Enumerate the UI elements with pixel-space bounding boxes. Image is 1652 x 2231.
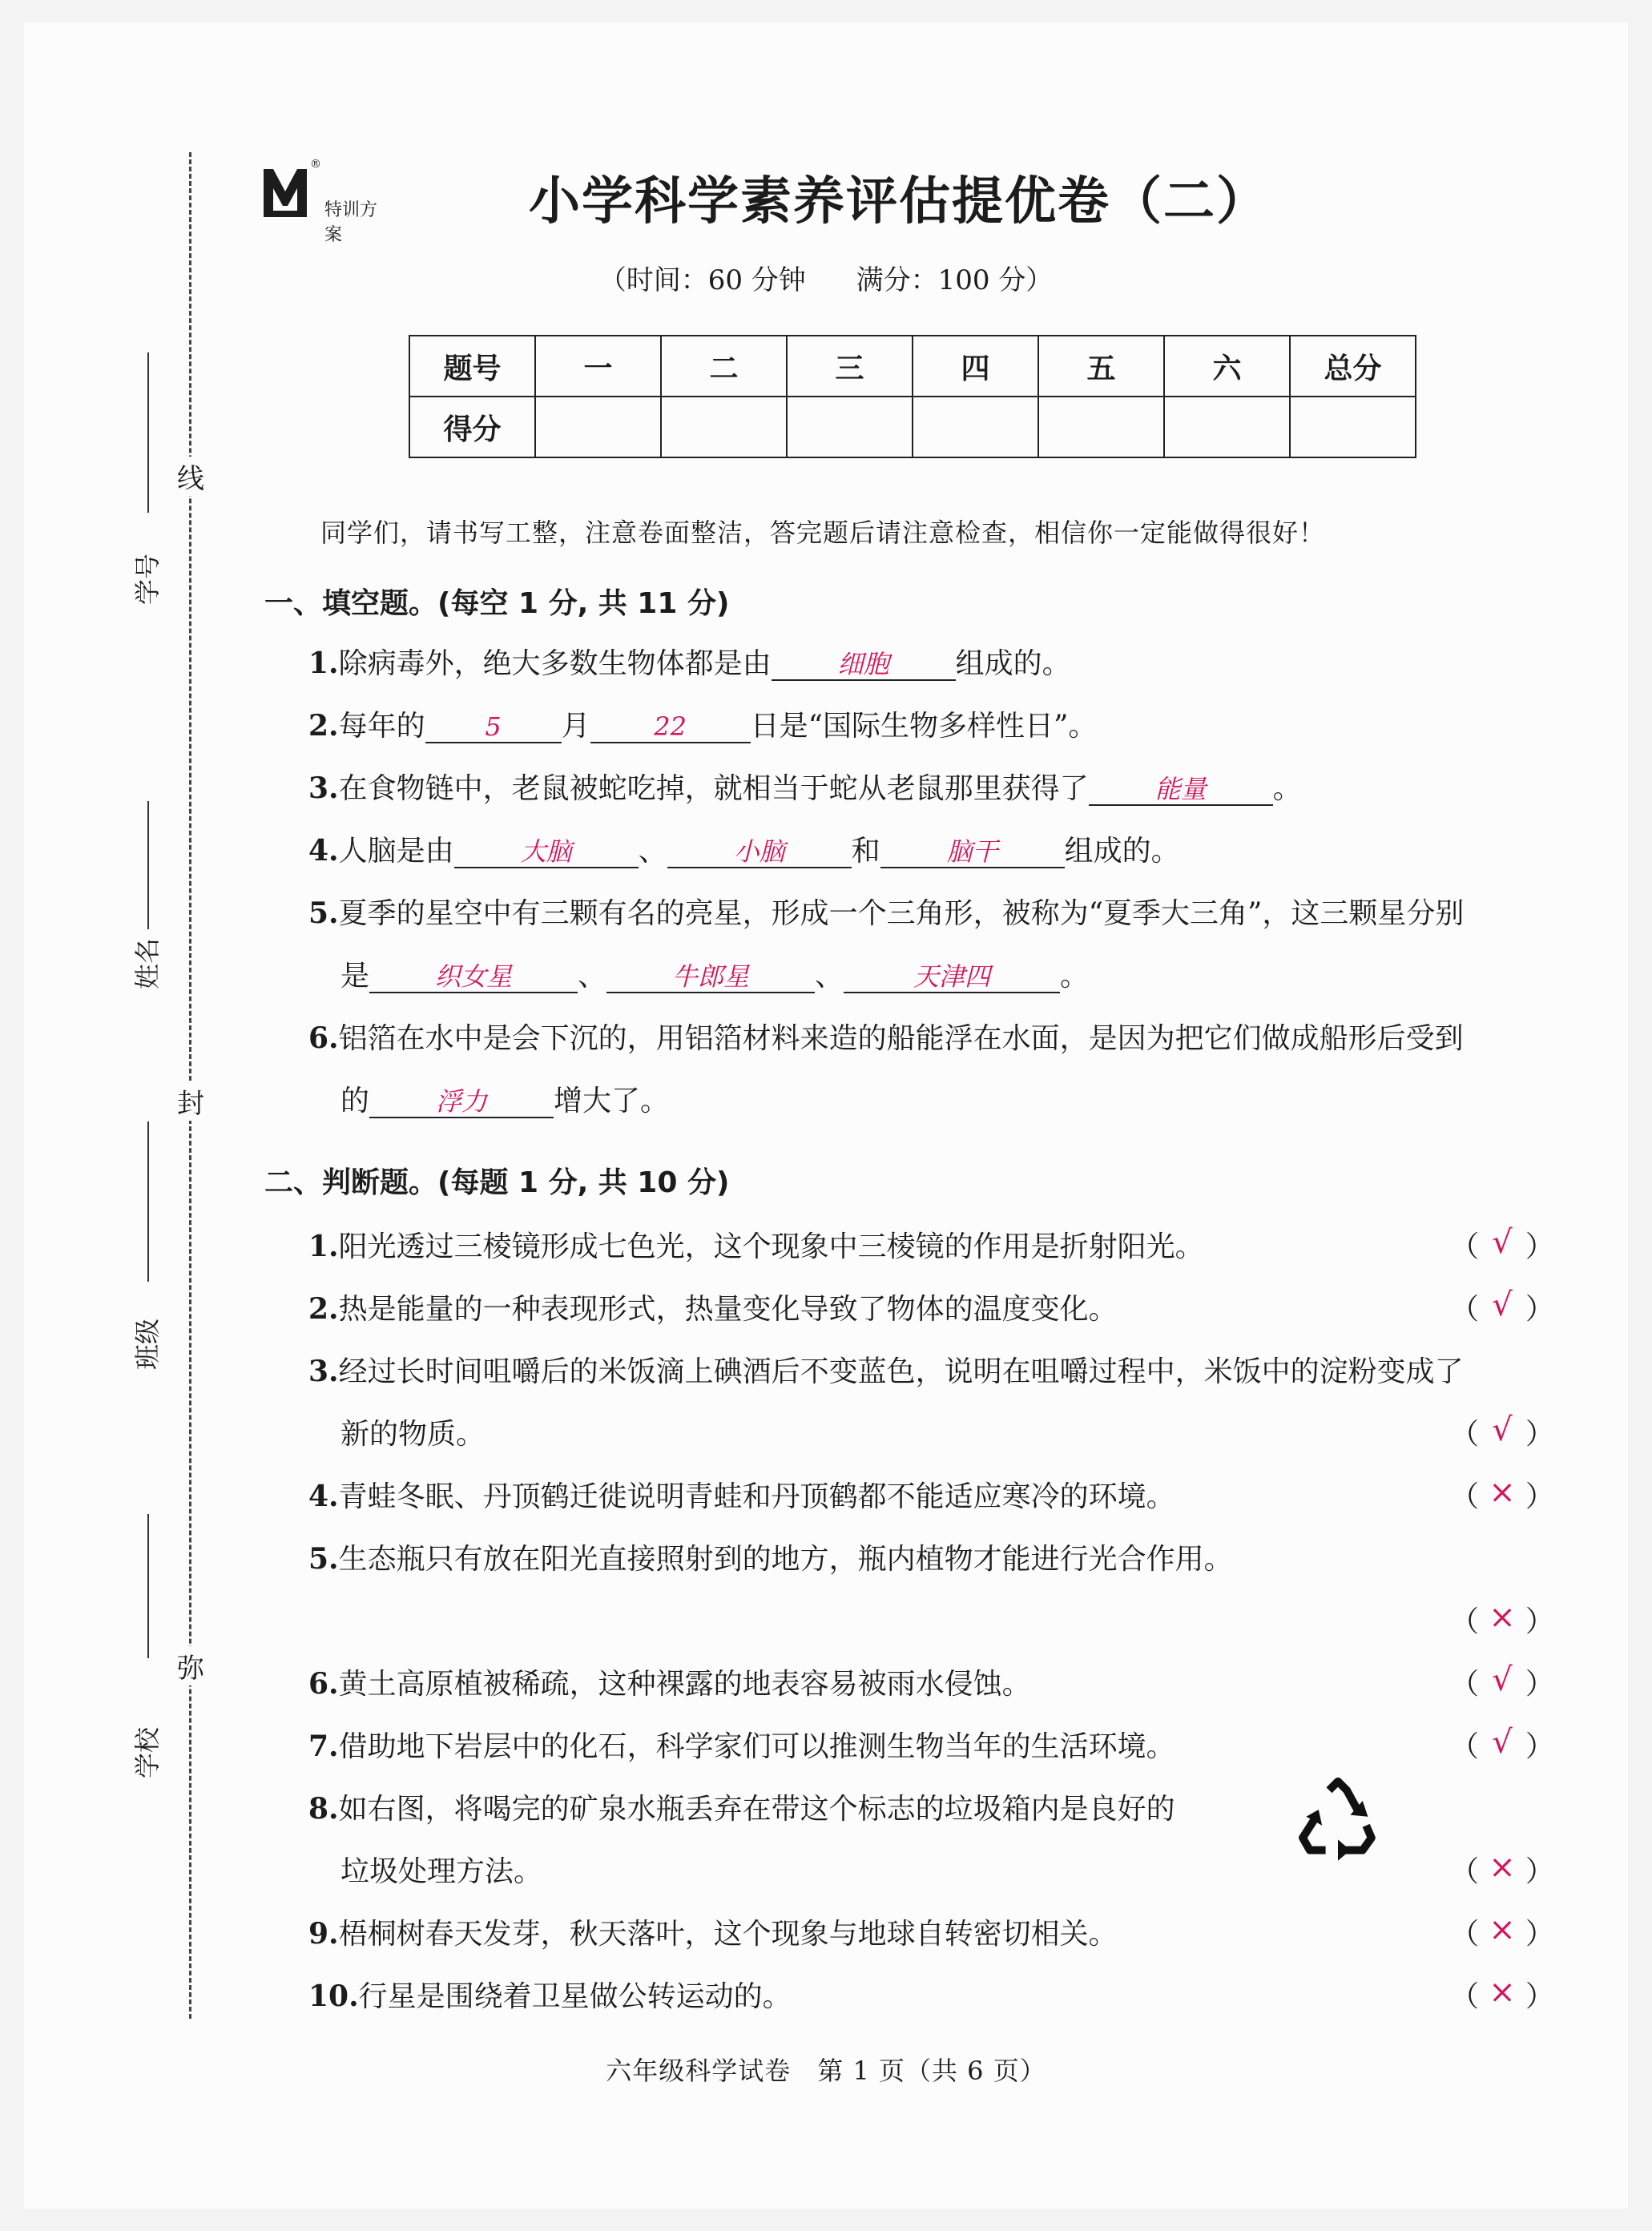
question-text: 行星是围绕着卫星做公转运动的。 (358, 1980, 792, 2013)
paren-close: ） (1525, 1855, 1554, 1888)
cross-mark: × (1489, 1599, 1516, 1636)
answer-parenthesis[interactable] (1450, 1849, 1554, 1890)
score-table (409, 335, 1416, 458)
score-header-cell: 题号 (409, 336, 535, 397)
paren-open: （ (1450, 1480, 1480, 1513)
answer-parenthesis[interactable] (1450, 1411, 1554, 1452)
class-label: 班级 (132, 1318, 163, 1371)
paren-open: （ (1450, 1980, 1480, 2013)
check-mark: √ (1492, 1724, 1513, 1761)
paren-open: （ (1450, 1230, 1480, 1263)
question-number: 4. (308, 1480, 339, 1513)
score-header-cell: 一 (535, 336, 661, 397)
paren-close: ） (1525, 1730, 1554, 1763)
question-text: 和 (851, 835, 880, 868)
answer-blank[interactable]: 牛郎星 (606, 961, 815, 993)
fill-question-6-line1 (308, 1016, 1464, 1057)
judge-question (308, 1474, 1175, 1515)
answer-blank[interactable]: 浮力 (369, 1086, 554, 1118)
judge-question-continued: 垃圾处理方法。 (340, 1855, 543, 1888)
question-number: 1. (308, 646, 339, 680)
answer-blank[interactable]: 5 (425, 711, 562, 743)
judge-question (308, 1974, 792, 2015)
answer-blank[interactable]: 脑干 (880, 836, 1065, 868)
check-mark: √ (1492, 1411, 1513, 1448)
question-text: 经过长时间咀嚼后的米饭滴上碘酒后不变蓝色，说明在咀嚼过程中，米饭中的淀粉变成了 (338, 1355, 1464, 1388)
cross-mark: × (1489, 1849, 1516, 1886)
question-text: 黄土高原植被稀疏，这种裸露的地表容易被雨水侵蚀。 (338, 1668, 1031, 1701)
paren-close: ） (1525, 1668, 1554, 1701)
paren-open: （ (1450, 1605, 1480, 1638)
question-text: 在食物链中，老鼠被蛇吃掉，就相当于蛇从老鼠那里获得了 (338, 772, 1089, 805)
student-notice: 同学们，请书写工整，注意卷面整洁，答完题后请注意检查，相信你一定能做得很好！ (320, 517, 1326, 548)
score-cell[interactable] (1038, 397, 1164, 457)
judge-question-continued: 新的物质。 (340, 1418, 486, 1451)
full-score: 满分：100 分） (856, 264, 1054, 296)
question-text: 青蛙冬眠、丹顶鹤迁徙说明青蛙和丹顶鹤都不能适应寒冷的环境。 (338, 1480, 1175, 1513)
question-text: 阳光透过三棱镜形成七色光，这个现象中三棱镜的作用是折射阳光。 (338, 1230, 1204, 1263)
score-table-header-row (409, 336, 1416, 397)
question-text: 、 (815, 960, 844, 993)
answer-parenthesis[interactable] (1450, 1911, 1554, 1952)
question-text: 除病毒外，绝大多数生物体都是由 (338, 647, 772, 680)
question-text: 借助地下岩层中的化石，科学家们可以推测生物当年的生活环境。 (338, 1730, 1175, 1763)
exam-title: 小学科学素养评估提优卷（二） (529, 172, 1269, 232)
answer-blank[interactable]: 能量 (1089, 774, 1273, 806)
check-mark: √ (1492, 1287, 1513, 1323)
exam-subtitle (0, 258, 1652, 297)
question-number: 3. (308, 1355, 339, 1388)
paren-open: （ (1450, 1418, 1480, 1451)
question-text: 热是能量的一种表现形式，热量变化导致了物体的温度变化。 (338, 1293, 1118, 1326)
score-row-label: 得分 (409, 397, 535, 457)
question-text: 是 (340, 960, 370, 993)
cross-mark: × (1489, 1911, 1516, 1948)
question-text: 如右图，将喝完的矿泉水瓶丢弃在带这个标志的垃圾箱内是良好的 (338, 1793, 1175, 1826)
score-header-cell: 总分 (1290, 336, 1416, 397)
paren-open: （ (1450, 1918, 1480, 1951)
score-header-cell: 四 (913, 336, 1038, 397)
name-line[interactable] (147, 801, 149, 929)
question-text: 铝箔在水中是会下沉的，用铝箔材料来造的船能浮在水面，是因为把它们做成船形后受到 (338, 1022, 1464, 1055)
paren-close: ） (1525, 1980, 1554, 2013)
time-limit: （时间：60 分钟 (598, 264, 806, 296)
binding-char-feng: 封 (173, 1081, 208, 1121)
class-line[interactable] (147, 1122, 149, 1282)
judge-question (308, 1786, 1175, 1827)
question-text: 。 (1272, 772, 1302, 805)
question-text: 梧桐树春天发芽，秋天落叶，这个现象与地球自转密切相关。 (338, 1918, 1118, 1951)
recycle-icon (1294, 1774, 1382, 1863)
answer-parenthesis[interactable] (1450, 1599, 1554, 1640)
score-table-score-row (409, 397, 1416, 457)
paren-close: ） (1525, 1418, 1554, 1451)
question-number: 5. (308, 896, 339, 930)
logo-brand-text: 特训方案 (324, 200, 378, 245)
fill-question-1 (308, 641, 1071, 682)
paren-close: ） (1525, 1605, 1554, 1638)
question-number: 7. (308, 1730, 339, 1763)
question-number: 8. (308, 1792, 339, 1826)
section1-heading: 一、填空题。(每空 1 分, 共 11 分) (264, 587, 730, 620)
cross-mark: × (1489, 1474, 1516, 1511)
binding-char-mi: 弥 (173, 1646, 208, 1685)
judge-question (308, 1661, 1031, 1702)
question-text: 夏季的星空中有三颗有名的亮星，形成一个三角形，被称为“夏季大三角”，这三颗星分别 (338, 897, 1465, 930)
judge-question (308, 1287, 1118, 1327)
paren-open: （ (1450, 1293, 1480, 1326)
fill-question-3 (308, 766, 1302, 807)
question-number: 6. (308, 1021, 339, 1055)
answer-blank[interactable]: 天津四 (844, 961, 1060, 993)
section2-heading: 二、判断题。(每题 1 分, 共 10 分) (264, 1166, 730, 1199)
question-text: 组成的。 (1064, 835, 1180, 868)
question-text: 日是“国际生物多样性日”。 (750, 710, 1098, 743)
score-header-cell: 六 (1164, 336, 1290, 397)
question-text: 的 (340, 1085, 370, 1118)
answer-blank[interactable]: 小脑 (667, 836, 852, 868)
answer-blank[interactable]: 大脑 (454, 836, 639, 868)
fill-question-2 (308, 703, 1097, 744)
question-text: 每年的 (338, 710, 425, 743)
name-label: 姓名 (132, 937, 163, 990)
paren-close: ） (1525, 1230, 1554, 1263)
question-number: 1. (308, 1230, 339, 1263)
score-cell[interactable] (535, 397, 661, 457)
question-number: 4. (308, 834, 339, 868)
question-text: 月 (561, 710, 590, 743)
student-id-label: 学号 (132, 553, 163, 606)
logo-m-icon (260, 164, 310, 220)
judge-question (308, 1911, 1118, 1952)
judge-question (308, 1536, 1233, 1577)
question-number: 5. (308, 1542, 339, 1576)
score-header-cell: 三 (787, 336, 913, 397)
paren-open: （ (1450, 1730, 1480, 1763)
school-line[interactable] (147, 1514, 149, 1658)
student-id-line[interactable] (147, 352, 149, 513)
question-text: 组成的。 (955, 647, 1071, 680)
binding-char-xian: 线 (173, 457, 208, 496)
check-mark: √ (1492, 1661, 1513, 1698)
paren-close: ） (1525, 1918, 1554, 1951)
question-number: 3. (308, 771, 339, 805)
paren-close: ） (1525, 1293, 1554, 1326)
question-text: 。 (1060, 960, 1090, 993)
logo-registered: ® (310, 158, 321, 171)
publisher-logo (260, 158, 389, 245)
score-header-cell: 二 (661, 336, 787, 397)
question-text: 、 (638, 835, 667, 868)
answer-parenthesis[interactable] (1450, 1474, 1554, 1515)
answer-blank[interactable]: 细胞 (772, 649, 956, 681)
judge-question (308, 1724, 1175, 1765)
score-cell[interactable] (787, 397, 913, 457)
answer-parenthesis[interactable] (1450, 1287, 1554, 1327)
question-number: 9. (308, 1917, 339, 1951)
paren-open: （ (1450, 1668, 1480, 1701)
score-cell[interactable] (913, 397, 1038, 457)
score-cell[interactable] (1164, 397, 1290, 457)
fill-question-5-line2 (340, 953, 1089, 994)
score-cell[interactable] (1290, 397, 1416, 457)
fill-question-6-line2 (340, 1078, 669, 1119)
question-text: 、 (578, 960, 607, 993)
question-text: 增大了。 (554, 1085, 670, 1118)
judge-question (308, 1349, 1464, 1390)
question-text: 人脑是由 (338, 835, 454, 868)
paren-close: ） (1525, 1480, 1554, 1513)
check-mark: √ (1492, 1224, 1513, 1261)
answer-parenthesis[interactable] (1450, 1724, 1554, 1765)
school-label: 学校 (132, 1726, 163, 1779)
question-number: 2. (308, 1292, 339, 1326)
question-text: 生态瓶只有放在阳光直接照射到的地方，瓶内植物才能进行光合作用。 (338, 1543, 1233, 1576)
answer-blank[interactable]: 织女星 (369, 961, 578, 993)
fill-question-5-line1 (308, 891, 1464, 932)
answer-parenthesis[interactable] (1450, 1661, 1554, 1702)
question-number: 2. (308, 709, 339, 743)
question-number: 10. (308, 1979, 359, 2013)
answer-parenthesis[interactable] (1450, 1224, 1554, 1265)
answer-blank[interactable]: 22 (590, 711, 751, 743)
question-number: 6. (308, 1667, 339, 1701)
judge-question (308, 1224, 1204, 1265)
page-footer: 六年级科学试卷 第 1 页（共 6 页） (606, 2056, 1046, 2086)
answer-parenthesis[interactable] (1450, 1974, 1554, 2015)
score-header-cell: 五 (1038, 336, 1164, 397)
fill-question-4 (308, 828, 1180, 869)
cross-mark: × (1489, 1974, 1516, 2011)
score-cell[interactable] (661, 397, 787, 457)
paren-open: （ (1450, 1855, 1480, 1888)
